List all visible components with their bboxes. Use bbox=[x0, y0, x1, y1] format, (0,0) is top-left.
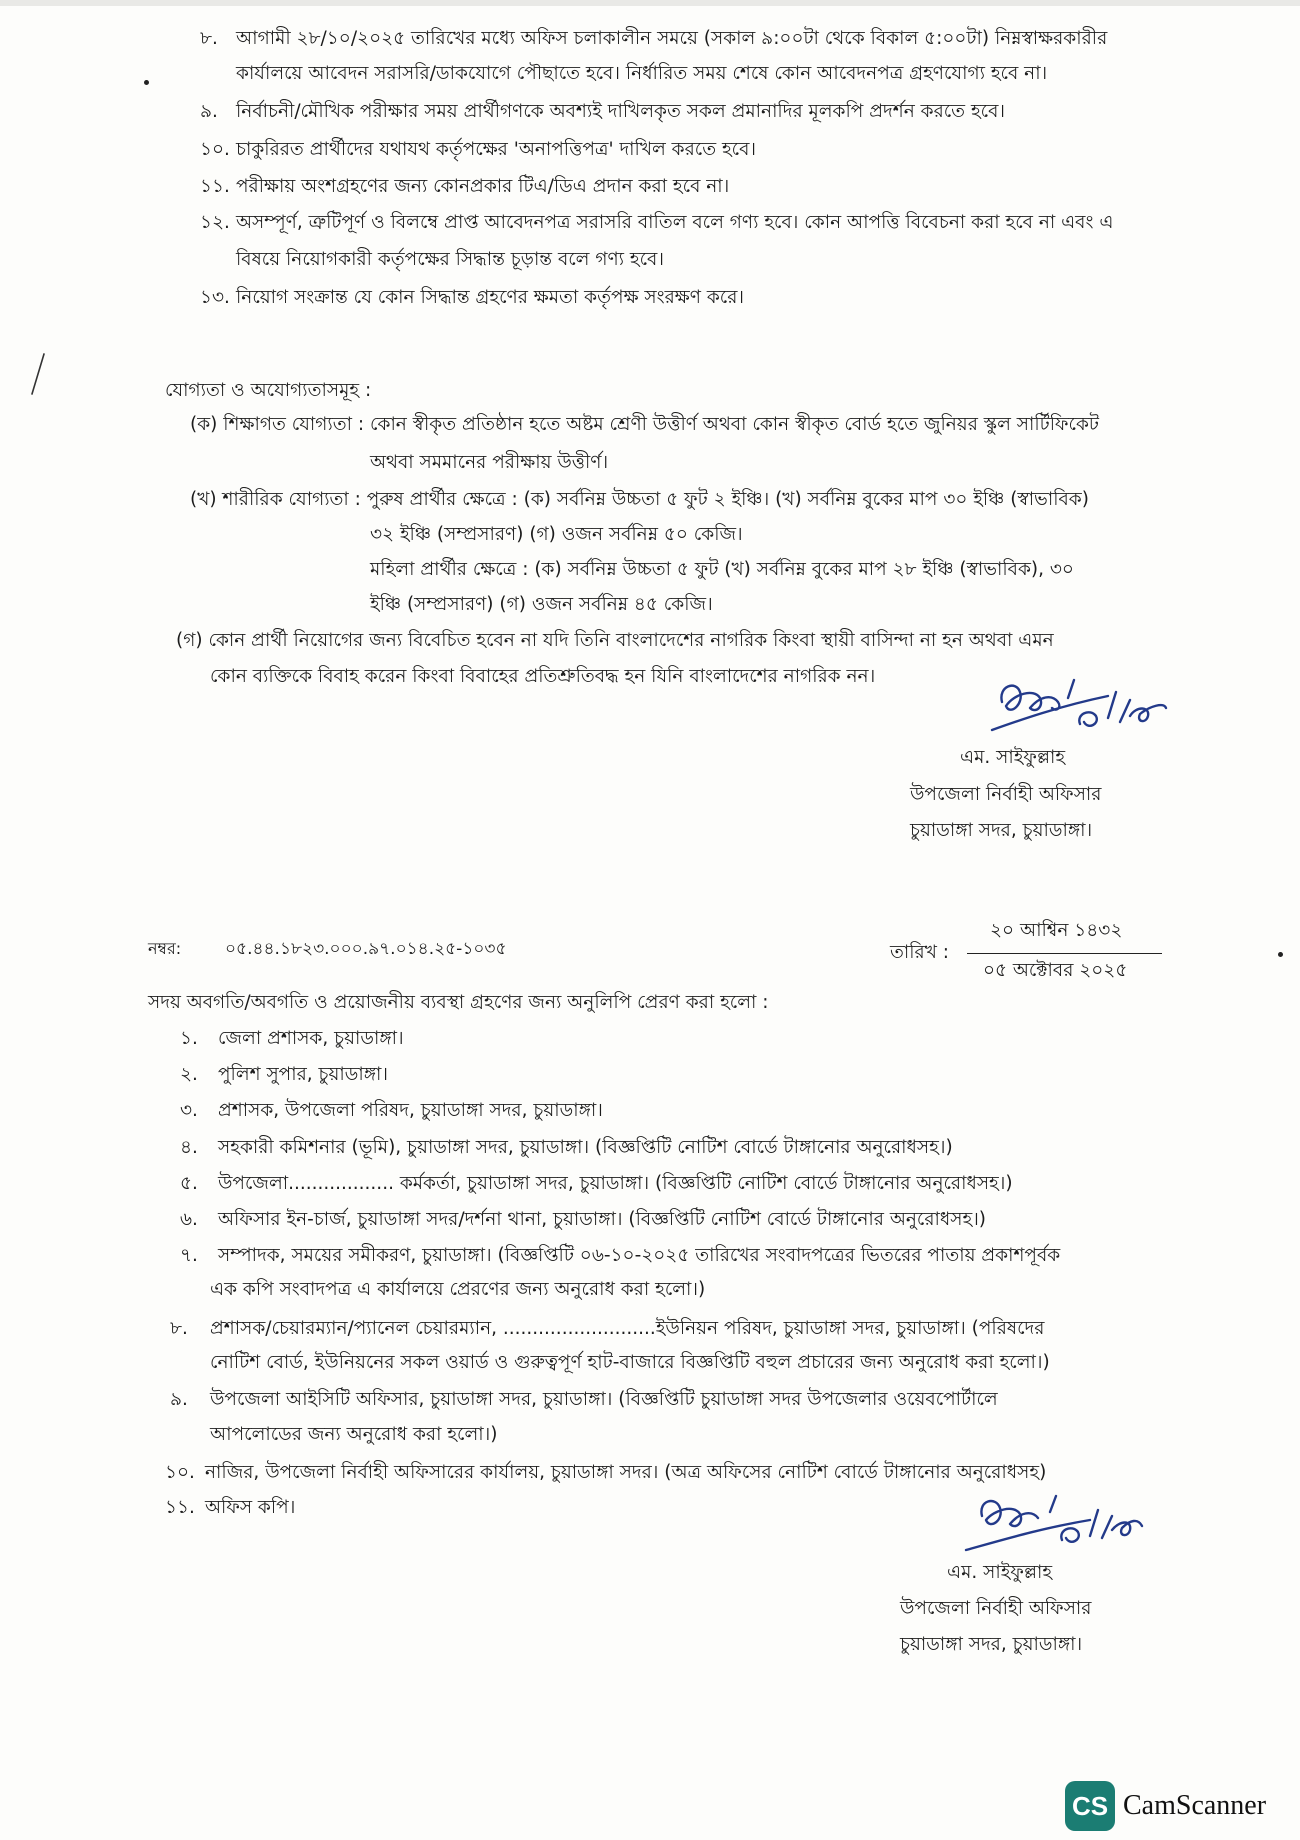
recipient-item bbox=[180, 1064, 388, 1085]
recipient-text: অফিসার ইন-চার্জ, চুয়াডাঙ্গা সদর/দর্শনা থানা, চুয়াডাঙ্গা। (বিজ্ঞপ্তিটি নোটিশ বোর্ডে টাঙ্গানোর অনুরোধসহ।) bbox=[218, 1209, 987, 1230]
recipient-text: উপজেলা.................. কর্মকর্তা, চুয়াডাঙ্গা সদর, চুয়াডাঙ্গা। (বিজ্ঞপ্তিটি নোটিশ বোর্ডে টাঙ্গানোর অনুরোধসহ।) bbox=[218, 1173, 1013, 1194]
recipient-item bbox=[180, 1209, 986, 1230]
recipient-item-continued bbox=[210, 1279, 705, 1300]
margin-mark bbox=[24, 350, 54, 400]
term-number: ৯. bbox=[200, 101, 218, 122]
recipient-item bbox=[180, 1173, 1013, 1194]
recipient-text: এক কপি সংবাদপত্র এ কার্যালয়ে প্রেরণের জন্য অনুরোধ করা হলো।) bbox=[210, 1279, 706, 1300]
signatory-name: এম. সাইফুল্লাহ bbox=[947, 1562, 1053, 1583]
recipient-text: উপজেলা আইসিটি অফিসার, চুয়াডাঙ্গা সদর, চুয়াডাঙ্গা। (বিজ্ঞপ্তিটি চুয়াডাঙ্গা সদর উপজেলার ওয়েবপোর্টালে bbox=[210, 1389, 998, 1410]
term-text: অসম্পূর্ণ, ত্রুটিপূর্ণ ও বিলম্বে প্রাপ্ত আবেদনপত্র সরাসরি বাতিল বলে গণ্য হবে। কোন আপত্তি বিবেচনা করা হবে না এবং এ bbox=[236, 212, 1114, 233]
recipient-item bbox=[180, 1028, 404, 1049]
recipient-number: ৩. bbox=[180, 1100, 198, 1121]
recipient-number: ৯. bbox=[170, 1389, 188, 1410]
handwritten-signature bbox=[980, 672, 1170, 752]
recipient-number: ৬. bbox=[180, 1209, 198, 1230]
memo-number: ০৫.৪৪.১৮২৩.০০০.৯৭.০১৪.২৫-১০৩৫ bbox=[225, 939, 507, 959]
recipient-text: প্রশাসক, উপজেলা পরিষদ, চুয়াডাঙ্গা সদর, চুয়াডাঙ্গা। bbox=[218, 1100, 603, 1121]
recipient-item bbox=[165, 1462, 1046, 1483]
citizenship-disqualification-continued: কোন ব্যক্তিকে বিবাহ করেন কিংবা বিবাহের প্রতিশ্রুতিবদ্ধ হন যিনি বাংলাদেশের নাগরিক নন। bbox=[210, 666, 876, 687]
recipient-text: সম্পাদক, সময়ের সমীকরণ, চুয়াডাঙ্গা। (বিজ্ঞপ্তিটি ০৬-১০-২০২৫ তারিখের সংবাদপত্রের ভিতরের পাতায় প্রকাশপূর্বক bbox=[218, 1245, 1061, 1266]
recipient-item bbox=[170, 1318, 1044, 1339]
term-number: ১২. bbox=[200, 212, 230, 233]
camscanner-logo-icon: CS bbox=[1065, 1781, 1115, 1831]
term-item bbox=[200, 212, 1113, 233]
recipient-text: নাজির, উপজেলা নির্বাহী অফিসারের কার্যালয়, চুয়াডাঙ্গা সদর। (অত্র অফিসের নোটিশ বোর্ডে টাঙ্গানোর অনুরোধসহ) bbox=[205, 1462, 1047, 1483]
term-number: ১০. bbox=[200, 139, 230, 160]
memo-number-label: নম্বর: bbox=[148, 939, 182, 958]
recipient-text: প্রশাসক/চেয়ারম্যান/প্যানেল চেয়ারম্যান, ..........................ইউনিয়ন পরিষদ, চুয়াডাঙ্গা সদর, চুয়াডাঙ্গা। (পরিষদের bbox=[210, 1318, 1045, 1339]
recipient-text: নোটিশ বোর্ড, ইউনিয়নের সকল ওয়ার্ড ও গুরুত্বপূর্ণ হাট-বাজারে বিজ্ঞপ্তিটি বহুল প্রচারের জন্য অনুরোধ করা হলো।) bbox=[210, 1352, 1050, 1373]
term-text: বিষয়ে নিয়োগকারী কর্তৃপক্ষের সিদ্ধান্ত চূড়ান্ত বলে গণ্য হবে। bbox=[236, 249, 664, 270]
scan-dot bbox=[144, 80, 149, 85]
education-qualification: (ক) শিক্ষাগত যোগ্যতা : কোন স্বীকৃত প্রতিষ্ঠান হতে অষ্টম শ্রেণী উত্তীর্ণ অথবা কোন স্বীকৃত বোর্ড হতে জুনিয়র স্কুল সার্টিফিকেট bbox=[190, 414, 1099, 435]
term-text: কার্যালয়ে আবেদন সরাসরি/ডাকযোগে পৌছাতে হবে। নির্ধারিত সময় শেষে কোন আবেদনপত্র গ্রহণযোগ্য হবে না। bbox=[236, 63, 1048, 84]
recipient-item bbox=[180, 1245, 1060, 1266]
physical-qualification-female-continued: ইঞ্চি (সম্প্রসারণ) (গ) ওজন সর্বনিম্ন ৪৫ কেজি। bbox=[370, 594, 713, 615]
recipient-text: আপলোডের জন্য অনুরোধ করা হলো।) bbox=[210, 1424, 498, 1445]
term-item-continued bbox=[236, 63, 1047, 84]
term-number: ১৩. bbox=[200, 287, 230, 308]
recipient-item-continued bbox=[210, 1352, 1050, 1373]
term-text: চাকুরিরত প্রার্থীদের যথাযথ কর্তৃপক্ষের 'অনাপত্তিপত্র' দাখিল করতে হবে। bbox=[236, 139, 757, 160]
term-item bbox=[200, 287, 744, 308]
term-item bbox=[200, 176, 729, 197]
recipient-number: ৪. bbox=[180, 1137, 198, 1158]
term-text: পরীক্ষায় অংশগ্রহণের জন্য কোনপ্রকার টিএ/ডিএ প্রদান করা হবে না। bbox=[236, 176, 730, 197]
recipient-text: অফিস কপি। bbox=[205, 1497, 296, 1518]
signatory-title: উপজেলা নির্বাহী অফিসার bbox=[900, 1598, 1092, 1619]
date-divider bbox=[967, 953, 1162, 954]
recipient-number: ৮. bbox=[170, 1318, 188, 1339]
physical-qualification-female: মহিলা প্রার্থীর ক্ষেত্রে : (ক) সর্বনিম্ন উচ্চতা ৫ ফুট (খ) সর্বনিম্ন বুকের মাপ ২৮ ইঞ্চি (স্বাভাবিক), ৩০ bbox=[370, 559, 1074, 580]
camscanner-watermark: CamScanner bbox=[1123, 1790, 1267, 1821]
term-number: ৮. bbox=[200, 28, 218, 49]
signatory-name: এম. সাইফুল্লাহ bbox=[960, 747, 1066, 768]
term-text: নির্বাচনী/মৌখিক পরীক্ষার সময় প্রার্থীগণকে অবশ্যই দাখিলকৃত সকল প্রমানাদির মূলকপি প্রদর্শন করতে হবে। bbox=[236, 101, 1006, 122]
term-text: আগামী ২৮/১০/২০২৫ তারিখের মধ্যে অফিস চলাকালীন সময়ে (সকাল ৯:০০টা থেকে বিকাল ৫:০০টা) নিম্নস্বাক্ষরকারীর bbox=[236, 28, 1108, 49]
recipient-number: ১. bbox=[180, 1028, 198, 1049]
recipient-number: ১০. bbox=[165, 1462, 195, 1483]
term-item-continued bbox=[236, 249, 664, 270]
term-item bbox=[200, 139, 756, 160]
citizenship-disqualification: (গ) কোন প্রার্থী নিয়োগের জন্য বিবেচিত হবেন না যদি তিনি বাংলাদেশের নাগরিক কিংবা স্থায়ী বাসিন্দা না হন অথবা এমন bbox=[176, 630, 1054, 651]
education-qualification-continued: অথবা সমমানের পরীক্ষায় উত্তীর্ণ। bbox=[370, 452, 609, 473]
recipient-text: পুলিশ সুপার, চুয়াডাঙ্গা। bbox=[218, 1064, 389, 1085]
term-number: ১১. bbox=[200, 176, 230, 197]
term-item bbox=[200, 101, 1005, 122]
qualifications-heading: যোগ্যতা ও অযোগ্যতাসমূহ : bbox=[165, 380, 372, 401]
recipient-item-continued bbox=[210, 1424, 497, 1445]
recipient-item bbox=[180, 1137, 953, 1158]
recipient-text: সহকারী কমিশনার (ভূমি), চুয়াডাঙ্গা সদর, চুয়াডাঙ্গা। (বিজ্ঞপ্তিটি নোটিশ বোর্ডে টাঙ্গানোর অনুরোধসহ।) bbox=[218, 1137, 953, 1158]
recipient-number: ৭. bbox=[180, 1245, 198, 1266]
scan-top-edge bbox=[0, 0, 1300, 6]
physical-qualification-male-continued: ৩২ ইঞ্চি (সম্প্রসারণ) (গ) ওজন সর্বনিম্ন ৫০ কেজি। bbox=[370, 524, 743, 545]
memo-date-english: ০৫ অক্টোবর ২০২৫ bbox=[983, 960, 1128, 981]
recipient-item bbox=[165, 1497, 295, 1518]
handwritten-signature bbox=[958, 1490, 1148, 1570]
scan-dot bbox=[1278, 952, 1283, 957]
copy-heading: সদয় অবগতি/অবগতি ও প্রয়োজনীয় ব্যবস্থা গ্রহণের জন্য অনুলিপি প্রেরণ করা হলো : bbox=[148, 992, 769, 1013]
term-item bbox=[200, 28, 1107, 49]
recipient-item bbox=[180, 1100, 603, 1121]
memo-date-bangla: ২০ আশ্বিন ১৪৩২ bbox=[990, 920, 1123, 941]
term-text: নিয়োগ সংক্রান্ত যে কোন সিদ্ধান্ত গ্রহণের ক্ষমতা কর্তৃপক্ষ সংরক্ষণ করে। bbox=[236, 287, 745, 308]
recipient-number: ১১. bbox=[165, 1497, 195, 1518]
recipient-number: ৫. bbox=[180, 1173, 198, 1194]
recipient-number: ২. bbox=[180, 1064, 198, 1085]
physical-qualification-male: (খ) শারীরিক যোগ্যতা : পুরুষ প্রার্থীর ক্ষেত্রে : (ক) সর্বনিম্ন উচ্চতা ৫ ফুট ২ ইঞ্চি। (খ) সর্বনিম্ন বুকের মাপ ৩০ ইঞ্চি (স্বাভাবিক) bbox=[190, 489, 1089, 510]
signatory-office: চুয়াডাঙ্গা সদর, চুয়াডাঙ্গা। bbox=[910, 820, 1093, 841]
memo-date-label: তারিখ : bbox=[890, 942, 949, 963]
recipient-item bbox=[170, 1389, 998, 1410]
recipient-text: জেলা প্রশাসক, চুয়াডাঙ্গা। bbox=[218, 1028, 404, 1049]
signatory-office: চুয়াডাঙ্গা সদর, চুয়াডাঙ্গা। bbox=[900, 1634, 1083, 1655]
signatory-title: উপজেলা নির্বাহী অফিসার bbox=[910, 784, 1102, 805]
